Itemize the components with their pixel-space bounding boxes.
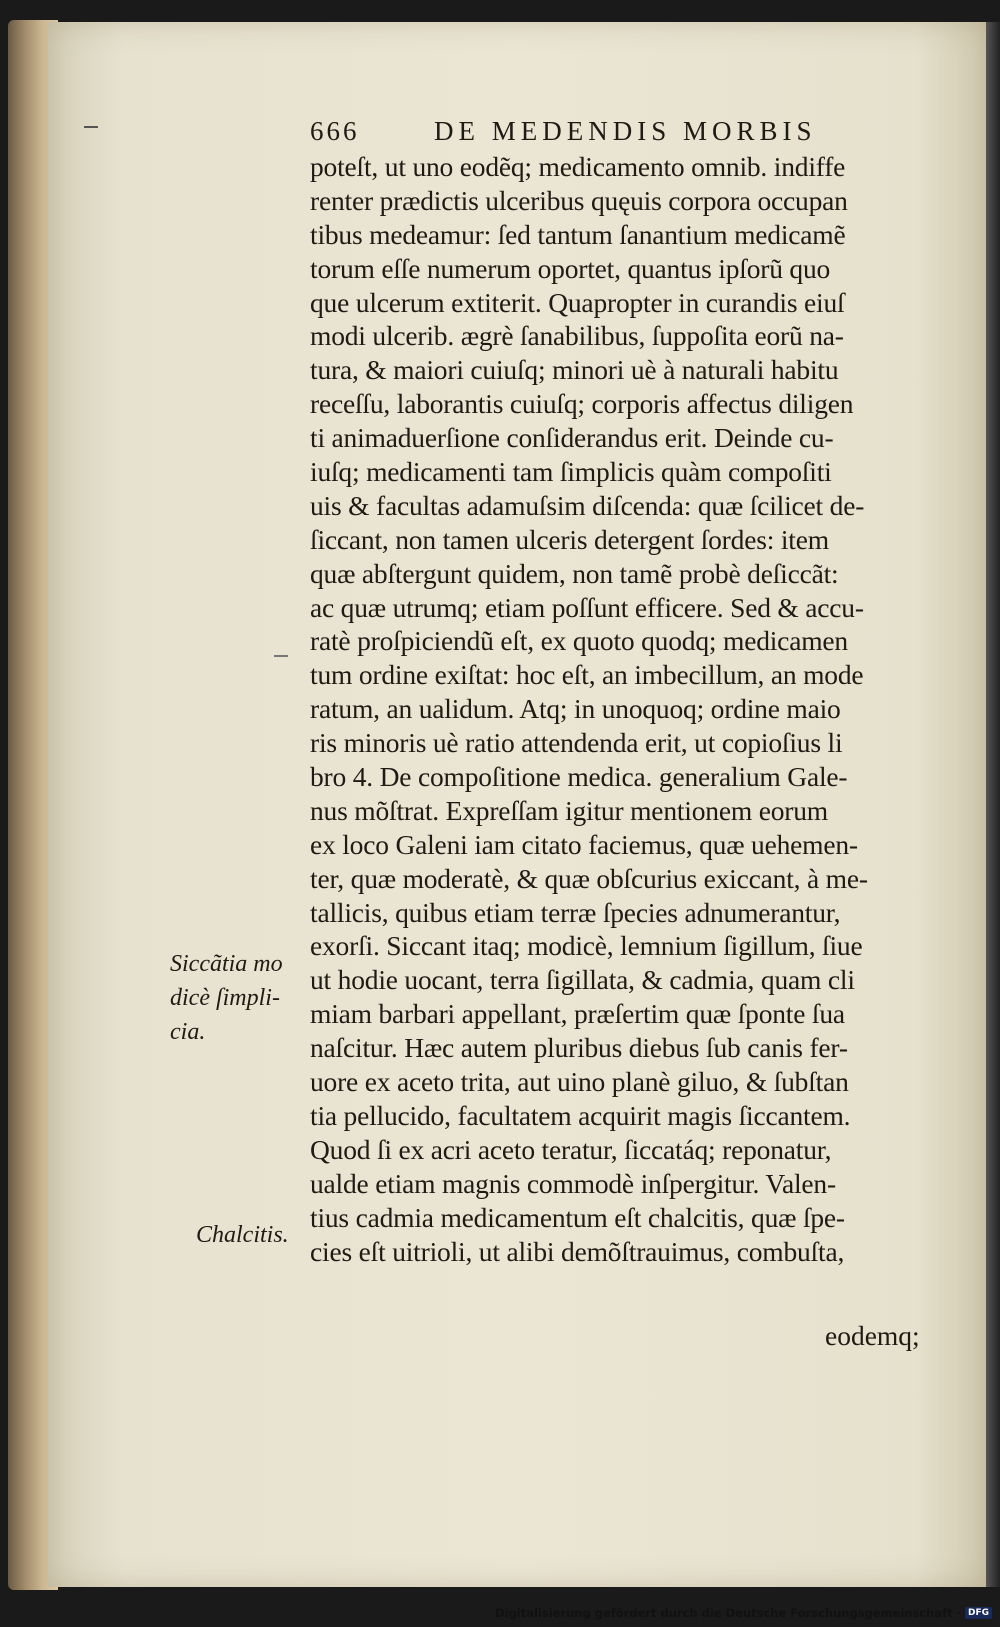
margin-mark (84, 126, 98, 128)
text-line: ratè proſpiciendũ eſt, ex quoto quodq; medicamen (310, 625, 848, 657)
dfg-logo: DFG (965, 1607, 992, 1619)
text-line: exorſi. Siccant itaq; modicè, lemnium ſigillum, ſiue (310, 930, 863, 962)
text-line: ut hodie uocant, terra ſigillata, & cadmia, quam cli (310, 964, 855, 996)
text-line: tibus medeamur: ſed tantum ſanantium medicamẽ (310, 218, 846, 250)
marginal-note-line: Siccãtia mo (170, 951, 283, 977)
text-line: tius cadmia medicamentum eſt chalcitis, quæ ſpe- (310, 1201, 845, 1233)
text-line: ualde etiam magnis commodè inſpergitur. Valen- (310, 1167, 836, 1199)
text-line: cies eſt uitrioli, ut alibi demõſtrauimus, combuſta, (310, 1235, 845, 1267)
text-line: ratum, an ualidum. Atq; in unoquoq; ordine maio (310, 693, 841, 725)
text-line: naſcitur. Hæc autem pluribus diebus ſub canis fer- (310, 1032, 848, 1064)
marginal-note-line: dicè ſimpli- (170, 984, 280, 1011)
text-line: bro 4. De compoſitione medica. generalium Gale- (310, 761, 848, 793)
marginal-note-line: cia. (170, 1018, 206, 1045)
text-line: tum ordine exiſtat: hoc eſt, an imbecillum, an mode (310, 659, 864, 691)
text-line: tia pellucido, facultatem acquirit magis ſiccantem. (310, 1099, 851, 1131)
text-line: que ulcerum extiterit. Quapropter in curandis eiuſ (310, 286, 845, 318)
text-line: uore ex aceto trita, aut uino planè giluo, & ſubſtan (310, 1066, 849, 1098)
text-line: renter prædictis ulceribus quęuis corpora occupan (310, 184, 848, 216)
text-line: nus mõſtrat. Expreſſam igitur mentionem eorum (310, 794, 828, 826)
text-line: torum eſſe numerum oportet, quantus ipſorũ quo (310, 252, 831, 284)
text-line: modi ulcerib. ægrè ſanabilibus, ſuppoſita eorũ na- (310, 320, 844, 352)
text-line: ris minoris uè ratio attendenda erit, ut copioſius li (310, 727, 843, 759)
text-line: Quod ſi ex acri aceto teratur, ſiccatáq; reponatur, (310, 1133, 832, 1165)
digitization-credit (495, 1604, 992, 1622)
page-number: 666 (310, 116, 360, 146)
credit-text: Digitalisierung gefördert durch die Deutsche Forschungsgemeinschaft · (495, 1606, 961, 1620)
text-line: ti animaduerſione conſiderandus erit. Deinde cu- (310, 422, 834, 454)
catchword: eodemq; (825, 1320, 920, 1351)
body-text (310, 150, 935, 1268)
text-line: quæ abſtergunt quidem, non tamẽ probè deſiccãt: (310, 557, 839, 589)
text-line: ac quæ utrumq; etiam poſſunt efficere. Sed & accu- (310, 591, 864, 623)
text-line: ex loco Galeni iam citato faciemus, quæ uehemen- (310, 828, 858, 860)
marginal-note-siccantia (170, 948, 283, 1050)
text-line: iuſq; medicamenti tam ſimplicis quàm compoſiti (310, 456, 832, 488)
text-line: tallicis, quibus etiam terræ ſpecies adnumerantur, (310, 896, 841, 928)
text-line: ter, quæ moderatè, & quæ obſcurius exiccant, à me- (310, 862, 868, 894)
text-line: miam barbari appellant, præſertim quæ ſponte ſua (310, 998, 845, 1030)
text-line: receſſu, laborantis cuiuſq; corporis affectus diligen (310, 388, 854, 420)
gutter-shadow (986, 22, 1000, 1587)
text-line: poteſt, ut uno eodẽq; medicamento omnib. indiffe (310, 151, 846, 182)
marginal-note-chalcitis: Chalcitis. (196, 1222, 289, 1248)
running-title: DE MEDENDIS MORBIS (434, 116, 817, 146)
text-line: uis & facultas adamuſsim diſcenda: quæ ſcilicet de- (310, 489, 865, 521)
margin-mark (274, 655, 288, 657)
text-line: ſiccant, non tamen ulceris detergent ſordes: item (310, 523, 829, 555)
text-line: tura, & maiori cuiuſq; minori uè à naturali habitu (310, 354, 839, 386)
